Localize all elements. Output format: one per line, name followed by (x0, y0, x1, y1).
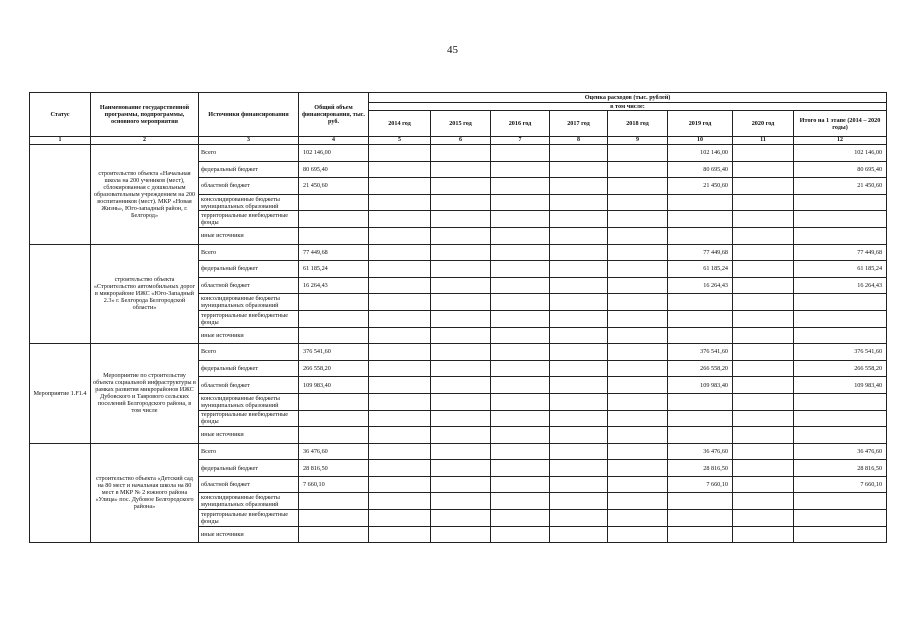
column-number: 5 (369, 137, 431, 145)
year-amount-cell (431, 510, 491, 527)
year-amount-cell: 266 558,20 (668, 360, 733, 377)
year-amount-cell (431, 310, 491, 327)
column-number: 7 (491, 137, 550, 145)
year-amount-cell (733, 393, 794, 410)
year-amount-cell (369, 443, 431, 460)
year-amount-cell: 7 660,10 (668, 476, 733, 493)
year-amount-cell (550, 526, 608, 543)
year-amount-cell (491, 261, 550, 278)
header-year: 2016 год (491, 111, 550, 137)
table-header (30, 93, 887, 145)
year-amount-cell (491, 410, 550, 427)
year-amount-cell (733, 410, 794, 427)
stage-total-cell: 77 449,68 (794, 244, 887, 261)
total-amount-cell (299, 227, 369, 244)
year-amount-cell (431, 443, 491, 460)
column-number: 4 (299, 137, 369, 145)
stage-total-cell (794, 493, 887, 510)
funding-source-cell: консолидированные бюджеты муниципальных образований (199, 294, 299, 311)
total-amount-cell: 266 558,20 (299, 360, 369, 377)
total-amount-cell (299, 526, 369, 543)
year-amount-cell (369, 460, 431, 477)
year-amount-cell: 77 449,68 (668, 244, 733, 261)
year-amount-cell (550, 493, 608, 510)
year-amount-cell (369, 410, 431, 427)
year-amount-cell (608, 145, 668, 162)
total-amount-cell (299, 194, 369, 211)
year-amount-cell (668, 493, 733, 510)
total-amount-cell: 16 264,43 (299, 277, 369, 294)
year-amount-cell (491, 493, 550, 510)
year-amount-cell (431, 476, 491, 493)
year-amount-cell (491, 460, 550, 477)
year-amount-cell (608, 526, 668, 543)
table-row (30, 344, 887, 361)
year-amount-cell (608, 443, 668, 460)
stage-total-cell: 21 450,60 (794, 178, 887, 195)
total-amount-cell: 28 816,50 (299, 460, 369, 477)
year-amount-cell (369, 493, 431, 510)
year-amount-cell (550, 261, 608, 278)
year-amount-cell (550, 277, 608, 294)
stage-total-cell: 109 983,40 (794, 377, 887, 394)
year-amount-cell (608, 227, 668, 244)
funding-source-cell: областной бюджет (199, 476, 299, 493)
stage-total-cell (794, 327, 887, 344)
year-amount-cell (668, 427, 733, 444)
funding-source-cell: консолидированные бюджеты муниципальных образований (199, 493, 299, 510)
year-amount-cell (733, 227, 794, 244)
year-amount-cell (369, 178, 431, 195)
total-amount-cell (299, 410, 369, 427)
header-total: Общий объем финансирования, тыс. руб. (299, 93, 369, 137)
year-amount-cell (491, 194, 550, 211)
year-amount-cell (369, 227, 431, 244)
year-amount-cell (431, 393, 491, 410)
year-amount-cell (369, 261, 431, 278)
total-amount-cell: 21 450,60 (299, 178, 369, 195)
year-amount-cell (608, 261, 668, 278)
table-row (30, 145, 887, 162)
funding-source-cell: областной бюджет (199, 277, 299, 294)
year-amount-cell (608, 178, 668, 195)
header-year: 2014 год (369, 111, 431, 137)
year-amount-cell (431, 410, 491, 427)
column-number: 11 (733, 137, 794, 145)
header-stage-total: Итого на 1 этапе (2014 – 2020 годы) (794, 111, 887, 137)
year-amount-cell: 36 476,60 (668, 443, 733, 460)
measure-name-cell: строительство объекта «Строительство автомобильных дорог в микрорайоне ИЖС «Юго-Западный 2.3» г. Белгорода Белгородской области» (91, 244, 199, 344)
year-amount-cell: 21 450,60 (668, 178, 733, 195)
status-cell (30, 244, 91, 344)
year-amount-cell: 28 816,50 (668, 460, 733, 477)
year-amount-cell (550, 161, 608, 178)
stage-total-cell (794, 410, 887, 427)
year-amount-cell (550, 427, 608, 444)
funding-source-cell: федеральный бюджет (199, 261, 299, 278)
year-amount-cell (369, 194, 431, 211)
year-amount-cell (608, 211, 668, 228)
year-amount-cell (491, 360, 550, 377)
total-amount-cell: 102 146,00 (299, 145, 369, 162)
funding-source-cell: Всего (199, 145, 299, 162)
column-number: 2 (91, 137, 199, 145)
funding-source-cell: федеральный бюджет (199, 161, 299, 178)
year-amount-cell (369, 211, 431, 228)
total-amount-cell: 376 541,60 (299, 344, 369, 361)
stage-total-cell (794, 294, 887, 311)
total-amount-cell (299, 327, 369, 344)
year-amount-cell (668, 194, 733, 211)
total-amount-cell (299, 393, 369, 410)
year-amount-cell (668, 227, 733, 244)
funding-source-cell: консолидированные бюджеты муниципальных образований (199, 393, 299, 410)
year-amount-cell (431, 493, 491, 510)
year-amount-cell (733, 427, 794, 444)
year-amount-cell (733, 476, 794, 493)
header-year: 2018 год (608, 111, 668, 137)
header-year: 2019 год (668, 111, 733, 137)
stage-total-cell (794, 427, 887, 444)
stage-total-cell: 28 816,50 (794, 460, 887, 477)
year-amount-cell (668, 510, 733, 527)
funding-source-cell: территориальные внебюджетные фонды (199, 510, 299, 527)
year-amount-cell (369, 294, 431, 311)
funding-source-cell: иные источники (199, 526, 299, 543)
year-amount-cell (550, 194, 608, 211)
year-amount-cell (550, 360, 608, 377)
year-amount-cell (733, 327, 794, 344)
header-name: Наименование государственной программы, подпрограммы, основного мероприятия (91, 93, 199, 137)
column-number: 6 (431, 137, 491, 145)
year-amount-cell: 102 146,00 (668, 145, 733, 162)
year-amount-cell (369, 344, 431, 361)
year-amount-cell (733, 510, 794, 527)
stage-total-cell: 36 476,60 (794, 443, 887, 460)
year-amount-cell (733, 277, 794, 294)
funding-source-cell: Всего (199, 344, 299, 361)
year-amount-cell (733, 161, 794, 178)
header-year: 2017 год (550, 111, 608, 137)
header-year: 2020 год (733, 111, 794, 137)
year-amount-cell (369, 277, 431, 294)
year-amount-cell (431, 427, 491, 444)
stage-total-cell: 102 146,00 (794, 145, 887, 162)
year-amount-cell (369, 244, 431, 261)
year-amount-cell (608, 344, 668, 361)
year-amount-cell (369, 161, 431, 178)
year-amount-cell (369, 145, 431, 162)
stage-total-cell: 80 695,40 (794, 161, 887, 178)
year-amount-cell (733, 211, 794, 228)
year-amount-cell (733, 244, 794, 261)
year-amount-cell (668, 211, 733, 228)
year-amount-cell (431, 145, 491, 162)
year-amount-cell (431, 161, 491, 178)
stage-total-cell (794, 211, 887, 228)
total-amount-cell: 80 695,40 (299, 161, 369, 178)
column-number: 1 (30, 137, 91, 145)
stage-total-cell (794, 194, 887, 211)
year-amount-cell (608, 277, 668, 294)
total-amount-cell (299, 510, 369, 527)
stage-total-cell (794, 393, 887, 410)
year-amount-cell (431, 194, 491, 211)
year-amount-cell (431, 360, 491, 377)
year-amount-cell (431, 344, 491, 361)
year-amount-cell (369, 377, 431, 394)
year-amount-cell (431, 460, 491, 477)
funding-source-cell: иные источники (199, 427, 299, 444)
year-amount-cell (550, 476, 608, 493)
year-amount-cell (608, 161, 668, 178)
year-amount-cell (608, 360, 668, 377)
year-amount-cell (608, 476, 668, 493)
measure-name-cell: Мероприятие по строительству объекта социальной инфраструктуры в рамках развития микрорайонов ИЖС Дубовского и Таврового сельских поселений Белгородского района, в том числе (91, 344, 199, 444)
header-year: 2015 год (431, 111, 491, 137)
column-number: 8 (550, 137, 608, 145)
year-amount-cell (608, 493, 668, 510)
year-amount-cell (491, 294, 550, 311)
stage-total-cell (794, 310, 887, 327)
stage-total-cell: 266 558,20 (794, 360, 887, 377)
year-amount-cell (550, 344, 608, 361)
year-amount-cell (369, 510, 431, 527)
year-amount-cell (491, 377, 550, 394)
year-amount-cell (608, 310, 668, 327)
status-cell: Мероприятие 1.F1.4 (30, 344, 91, 444)
funding-source-cell: Всего (199, 244, 299, 261)
year-amount-cell (431, 327, 491, 344)
year-amount-cell: 80 695,40 (668, 161, 733, 178)
year-amount-cell (550, 377, 608, 394)
funding-source-cell: Всего (199, 443, 299, 460)
year-amount-cell (491, 145, 550, 162)
year-amount-cell (733, 493, 794, 510)
year-amount-cell (733, 194, 794, 211)
year-amount-cell (608, 294, 668, 311)
year-amount-cell (668, 393, 733, 410)
year-amount-cell (608, 510, 668, 527)
year-amount-cell (668, 310, 733, 327)
total-amount-cell: 7 660,10 (299, 476, 369, 493)
year-amount-cell (491, 443, 550, 460)
funding-source-cell: консолидированные бюджеты муниципальных образований (199, 194, 299, 211)
year-amount-cell (491, 526, 550, 543)
year-amount-cell (369, 360, 431, 377)
year-amount-cell (369, 327, 431, 344)
year-amount-cell (608, 427, 668, 444)
total-amount-cell (299, 493, 369, 510)
funding-source-cell: иные источники (199, 227, 299, 244)
total-amount-cell (299, 310, 369, 327)
column-number: 10 (668, 137, 733, 145)
year-amount-cell (491, 244, 550, 261)
column-number: 9 (608, 137, 668, 145)
funding-source-cell: областной бюджет (199, 178, 299, 195)
funding-source-cell: федеральный бюджет (199, 460, 299, 477)
year-amount-cell (431, 294, 491, 311)
budget-table (29, 92, 887, 543)
year-amount-cell (431, 211, 491, 228)
year-amount-cell (608, 244, 668, 261)
header-including: в том числе: (369, 103, 887, 111)
year-amount-cell (550, 393, 608, 410)
year-amount-cell (608, 327, 668, 344)
table-row (30, 443, 887, 460)
total-amount-cell (299, 427, 369, 444)
year-amount-cell (608, 410, 668, 427)
year-amount-cell (491, 277, 550, 294)
funding-source-cell: территориальные внебюджетные фонды (199, 310, 299, 327)
funding-source-cell: территориальные внебюджетные фонды (199, 410, 299, 427)
year-amount-cell (550, 227, 608, 244)
year-amount-cell (550, 410, 608, 427)
year-amount-cell (369, 393, 431, 410)
total-amount-cell: 109 983,40 (299, 377, 369, 394)
measure-name-cell: строительство объекта «Детский сад на 80 мест и начальная школа на 80 мест в МКР № 2 южного района «Улица» пос. Дубовое Белгородского района» (91, 443, 199, 543)
year-amount-cell (608, 377, 668, 394)
year-amount-cell (733, 360, 794, 377)
year-amount-cell (431, 244, 491, 261)
funding-source-cell: областной бюджет (199, 377, 299, 394)
total-amount-cell (299, 294, 369, 311)
year-amount-cell (733, 460, 794, 477)
header-sources: Источники финансирования (199, 93, 299, 137)
year-amount-cell (491, 310, 550, 327)
year-amount-cell (431, 277, 491, 294)
year-amount-cell (733, 145, 794, 162)
year-amount-cell (491, 161, 550, 178)
year-amount-cell (550, 178, 608, 195)
page-number: 45 (447, 44, 458, 56)
year-amount-cell (431, 178, 491, 195)
year-amount-cell (369, 427, 431, 444)
year-amount-cell (733, 261, 794, 278)
header-status: Статус (30, 93, 91, 137)
year-amount-cell (491, 476, 550, 493)
total-amount-cell: 61 185,24 (299, 261, 369, 278)
year-amount-cell (733, 310, 794, 327)
total-amount-cell: 77 449,68 (299, 244, 369, 261)
funding-source-cell: территориальные внебюджетные фонды (199, 211, 299, 228)
year-amount-cell (550, 244, 608, 261)
year-amount-cell (550, 310, 608, 327)
year-amount-cell (491, 327, 550, 344)
year-amount-cell: 61 185,24 (668, 261, 733, 278)
column-numbers-row (30, 137, 887, 145)
header-estimate: Оценка расходов (тыс. рублей) (369, 93, 887, 103)
table-body (30, 145, 887, 543)
year-amount-cell (733, 344, 794, 361)
stage-total-cell: 16 264,43 (794, 277, 887, 294)
year-amount-cell: 16 264,43 (668, 277, 733, 294)
year-amount-cell (550, 145, 608, 162)
year-amount-cell (733, 443, 794, 460)
year-amount-cell (491, 344, 550, 361)
stage-total-cell: 61 185,24 (794, 261, 887, 278)
year-amount-cell (491, 178, 550, 195)
year-amount-cell (491, 211, 550, 228)
stage-total-cell (794, 510, 887, 527)
status-cell (30, 145, 91, 245)
year-amount-cell (668, 410, 733, 427)
year-amount-cell (431, 261, 491, 278)
year-amount-cell (668, 294, 733, 311)
table-row (30, 244, 887, 261)
funding-source-cell: федеральный бюджет (199, 360, 299, 377)
year-amount-cell (369, 476, 431, 493)
year-amount-cell (550, 510, 608, 527)
column-number: 12 (794, 137, 887, 145)
stage-total-cell: 7 660,10 (794, 476, 887, 493)
stage-total-cell (794, 526, 887, 543)
total-amount-cell: 36 476,60 (299, 443, 369, 460)
year-amount-cell: 109 983,40 (668, 377, 733, 394)
year-amount-cell (550, 327, 608, 344)
year-amount-cell (733, 294, 794, 311)
year-amount-cell (431, 377, 491, 394)
year-amount-cell (491, 227, 550, 244)
year-amount-cell (668, 526, 733, 543)
total-amount-cell (299, 211, 369, 228)
measure-name-cell: строительство объекта «Начальная школа на 200 учеников (мест), сблокированная с дошкольным образовательным учреждением на 200 воспитанников (мест). МКР «Новая Жизнь», Юго-западный район, г. Белгород» (91, 145, 199, 245)
year-amount-cell (608, 460, 668, 477)
year-amount-cell (733, 526, 794, 543)
funding-source-cell: иные источники (199, 327, 299, 344)
year-amount-cell (550, 294, 608, 311)
year-amount-cell (550, 460, 608, 477)
year-amount-cell (668, 327, 733, 344)
year-amount-cell (369, 526, 431, 543)
year-amount-cell (733, 377, 794, 394)
year-amount-cell (491, 393, 550, 410)
year-amount-cell (491, 427, 550, 444)
status-cell (30, 443, 91, 543)
stage-total-cell (794, 227, 887, 244)
year-amount-cell (369, 310, 431, 327)
year-amount-cell: 376 541,60 (668, 344, 733, 361)
year-amount-cell (431, 227, 491, 244)
year-amount-cell (733, 178, 794, 195)
year-amount-cell (431, 526, 491, 543)
year-amount-cell (608, 194, 668, 211)
column-number: 3 (199, 137, 299, 145)
stage-total-cell: 376 541,60 (794, 344, 887, 361)
year-amount-cell (550, 211, 608, 228)
year-amount-cell (491, 510, 550, 527)
year-amount-cell (550, 443, 608, 460)
year-amount-cell (608, 393, 668, 410)
